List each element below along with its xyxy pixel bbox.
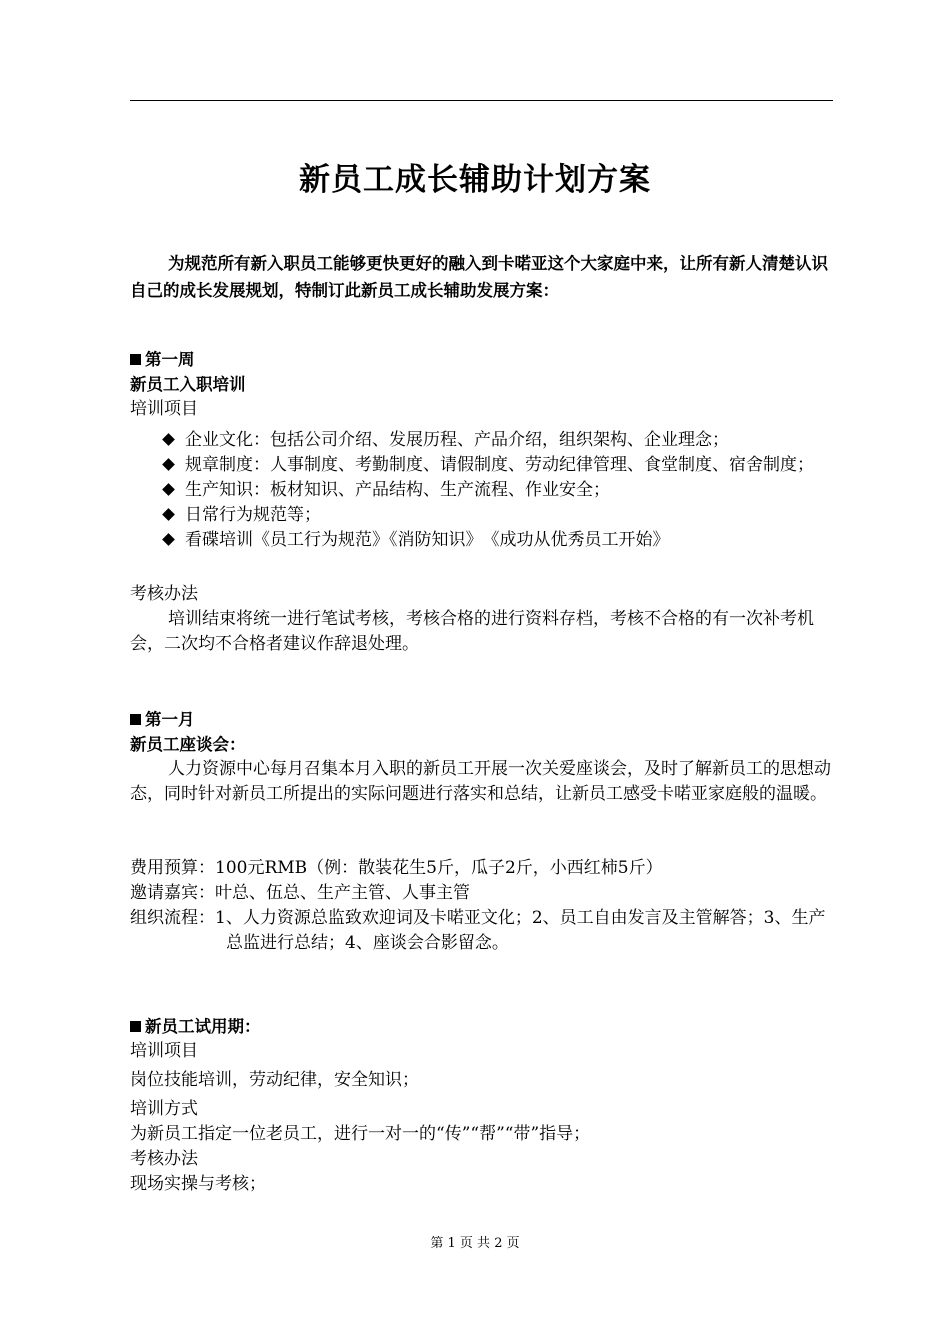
list-item: 生产知识：板材知识、产品结构、生产流程、作业安全； xyxy=(160,478,842,503)
process-line: 组织流程：1、人力资源总监致欢迎词及卡喏亚文化；2、员工自由发言及主管解答；3、生产总监进行总结；4、座谈会合影留念。 xyxy=(130,908,826,953)
section-week1 xyxy=(130,347,842,553)
heading-text: 第一周 xyxy=(145,350,195,369)
list-item: 企业文化：包括公司介绍、发展历程、产品介绍，组织架构、企业理念； xyxy=(160,428,842,453)
list-item: 看碟培训《员工行为规范》《消防知识》 《成功从优秀员工开始》 xyxy=(160,528,842,553)
section-probation xyxy=(130,1014,842,1197)
list-item: 规章制度：人事制度、考勤制度、请假制度、劳动纪律管理、食堂制度、宿舍制度； xyxy=(160,453,842,478)
square-bullet-icon xyxy=(130,714,141,725)
section-month1 xyxy=(130,707,842,807)
method-text: 为新员工指定一位老员工，进行一对一的“传”“帮”“带”指导； xyxy=(130,1124,591,1144)
guests-line: 邀请嘉宾：叶总、伍总、生产主管、人事主管 xyxy=(130,883,470,903)
diamond-bullet-icon xyxy=(162,533,175,546)
assess-text: 培训结束将统一进行笔试考核，考核合格的进行资料存档，考核不合格的有一次补考机会，二次均不合格者建议作辞退处理。 xyxy=(130,609,814,654)
method-label: 培训方式 xyxy=(130,1099,198,1119)
page-footer: 第 1 页 共 2 页 xyxy=(430,1236,520,1251)
section-heading-week1 xyxy=(130,347,842,372)
header-rule xyxy=(130,100,833,101)
square-bullet-icon xyxy=(130,1021,141,1032)
heading-text: 第一月 xyxy=(145,710,195,729)
diamond-bullet-icon xyxy=(162,483,175,496)
list-item: 日常行为规范等； xyxy=(160,503,842,528)
items-text: 岗位技能培训，劳动纪律，安全知识； xyxy=(130,1070,419,1090)
items-label: 培训项目 xyxy=(130,399,198,419)
meeting-description: 人力资源中心每月召集本月入职的新员工开展一次关爱座谈会，及时了解新员工的思想动态，同时针对新员工所提出的实际问题进行落实和总结，让新员工感受卡喏亚家庭般的温暖。 xyxy=(130,759,831,804)
training-items-list xyxy=(130,428,842,553)
diamond-bullet-icon xyxy=(162,508,175,521)
section-heading-month1 xyxy=(130,707,842,732)
items-label: 培训项目 xyxy=(130,1041,198,1061)
assess-text: 现场实操与考核； xyxy=(130,1174,266,1194)
intro-paragraph: 为规范所有新入职员工能够更快更好的融入到卡喏亚这个大家庭中来，让所有新人清楚认识自己的成长发展规划，特制订此新员工成长辅助发展方案： xyxy=(130,254,828,300)
diamond-bullet-icon xyxy=(162,433,175,446)
budget-line: 费用预算：100元RMB（例：散装花生5斤，瓜子2斤，小西红柿5斤） xyxy=(130,858,663,878)
heading-text: 新员工试用期： xyxy=(145,1017,261,1036)
meeting-details xyxy=(130,856,842,956)
section-heading-probation xyxy=(130,1014,842,1039)
assess-label: 考核办法 xyxy=(130,1149,198,1169)
assess-label: 考核办法 xyxy=(130,584,198,604)
square-bullet-icon xyxy=(130,354,141,365)
assessment-week1 xyxy=(130,582,842,657)
diamond-bullet-icon xyxy=(162,458,175,471)
section-subheading: 新员工座谈会： xyxy=(130,735,246,754)
section-subheading: 新员工入职培训 xyxy=(130,375,246,394)
document-title: 新员工成长辅助计划方案 xyxy=(299,162,651,198)
